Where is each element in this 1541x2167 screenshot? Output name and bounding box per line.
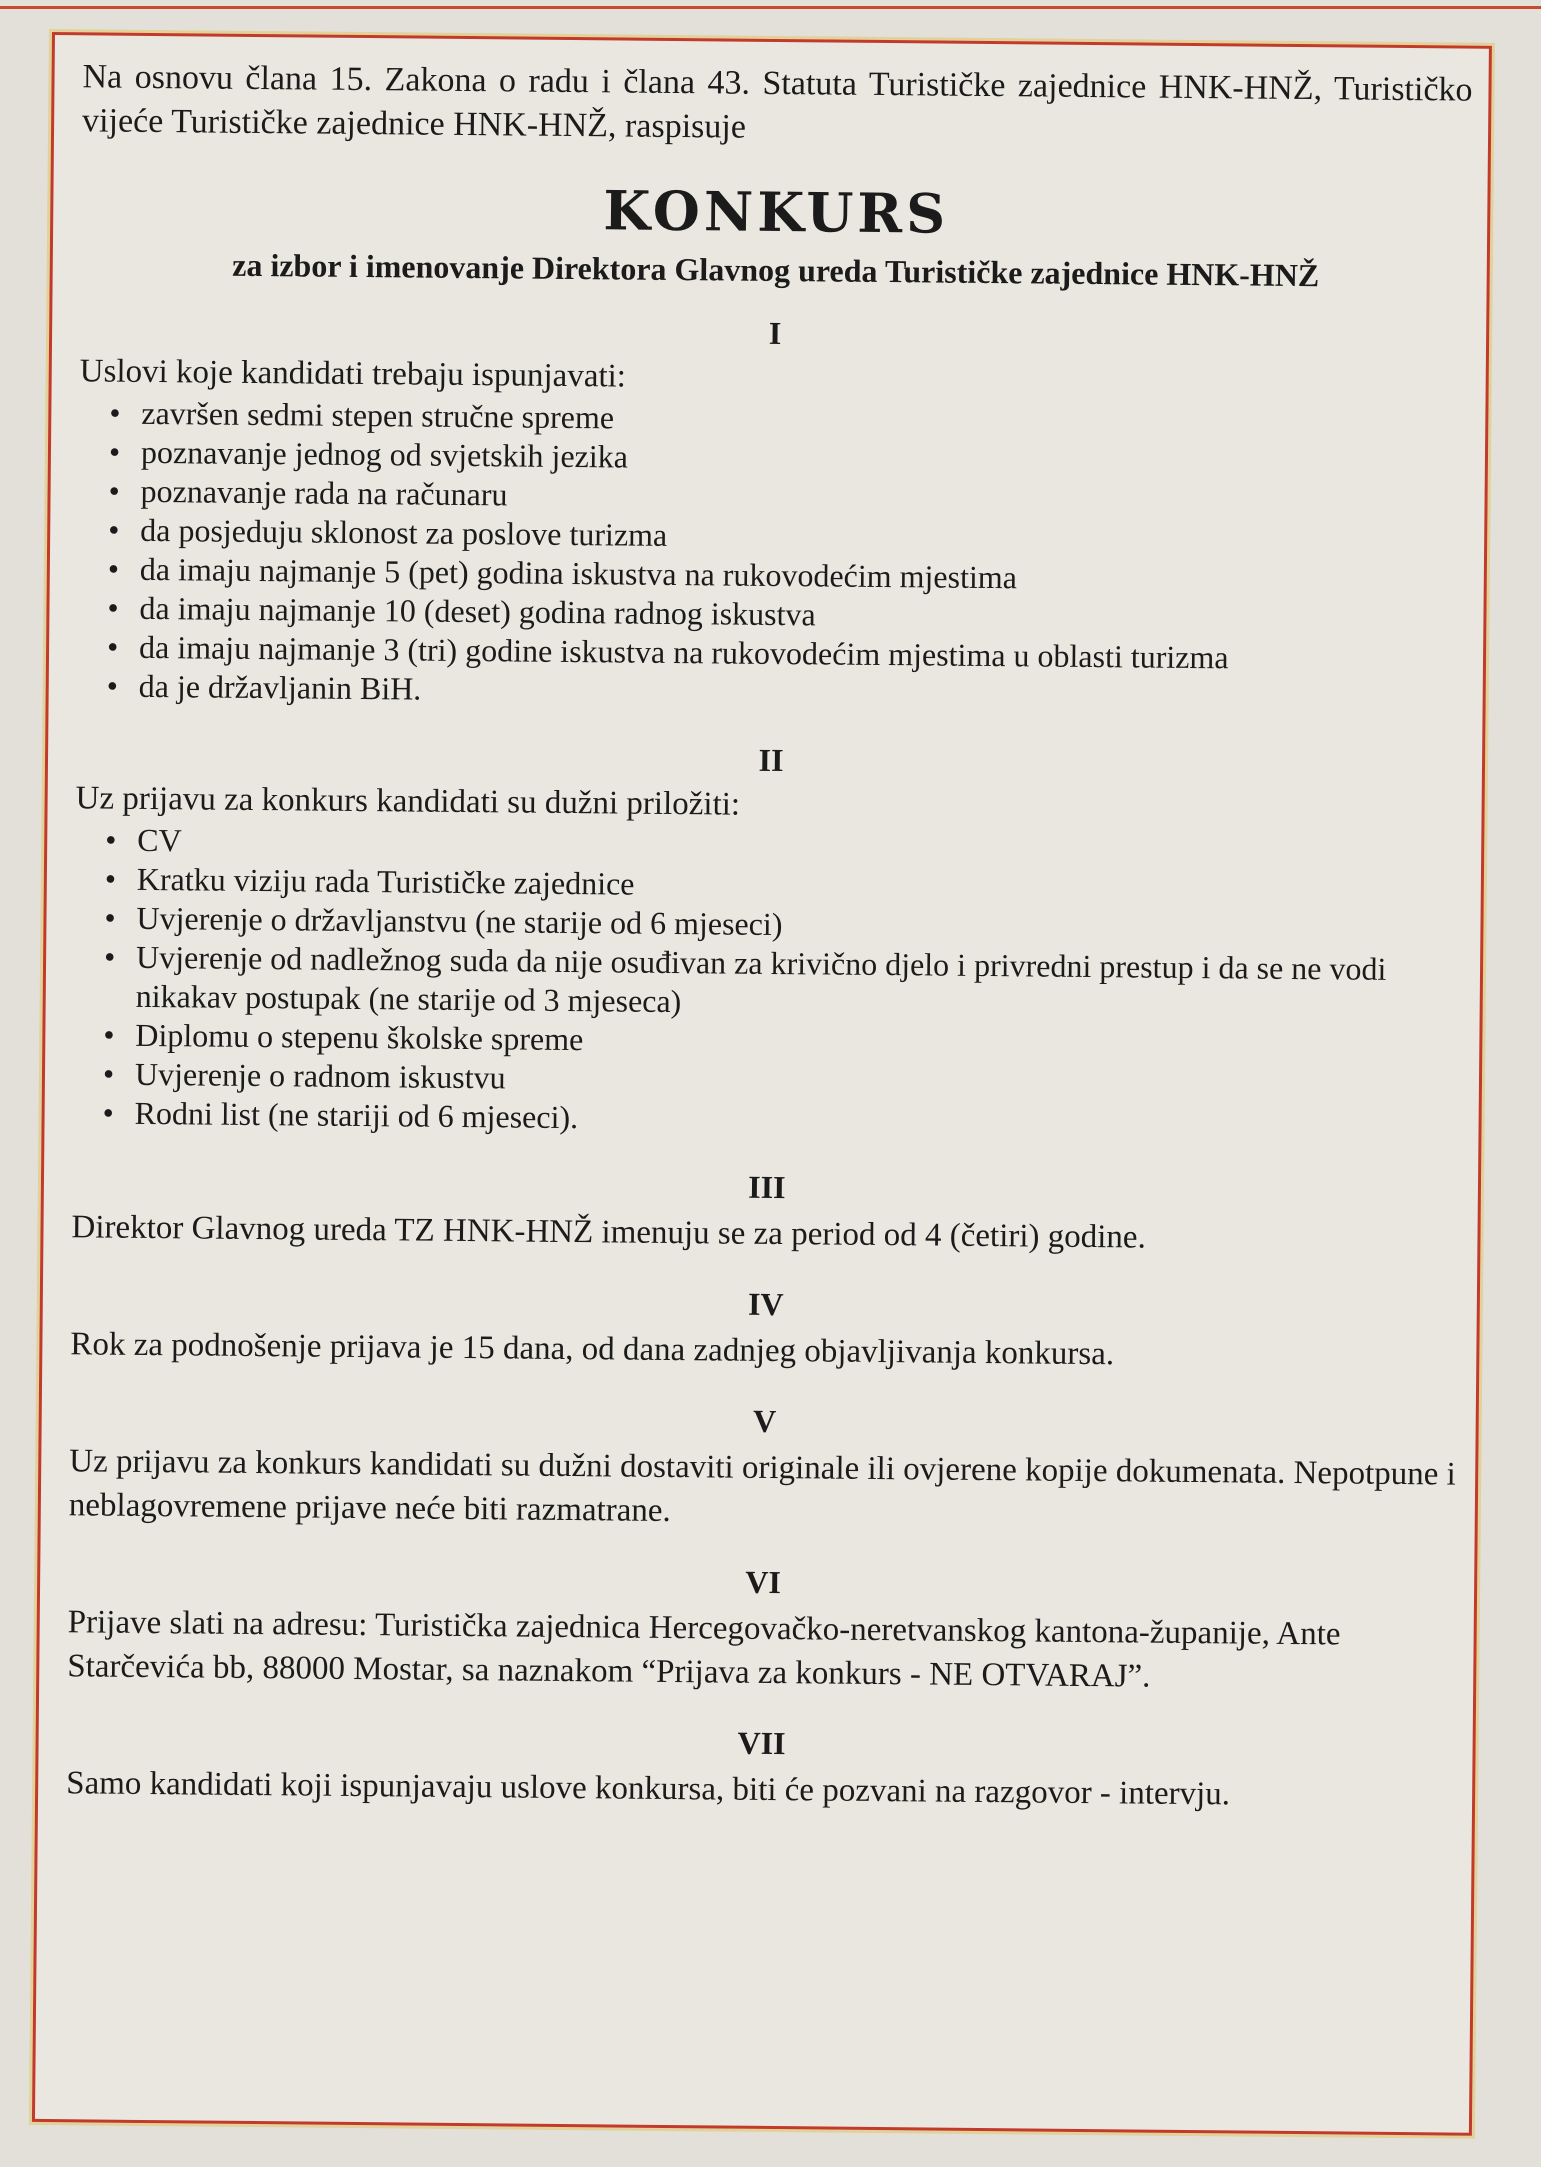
list-item: • CV [105, 821, 1465, 873]
notice-content [66, 55, 1473, 1818]
intro-paragraph: Na osnovu člana 15. Zakona o radu i člana 43. Statuta Turističke zajednice HNK-HNŽ, Turističko vijeće Turističke zajednice HNK-HNŽ, raspisuje [81, 58, 1473, 146]
section-number: IV [747, 1285, 784, 1323]
section-paragraph: Direktor Glavnog ureda TZ HNK-HNŽ imenuju se za period od 4 (četiri) godine. [71, 1209, 1146, 1256]
section-paragraph: Samo kandidati koji ispunjavaju uslove konkursa, biti će pozvani na razgovor - intervju. [66, 1765, 1231, 1813]
list-item: • Uvjerenje o radnom iskustvu [103, 1055, 1463, 1107]
list-item: • Uvjerenje o državljanstvu (ne starije od 6 mjeseci) [104, 899, 1464, 951]
list-item: • da imaju najmanje 10 (deset) godina radnog iskustva [107, 589, 1467, 641]
list-item: • poznavanje rada na računaru [108, 472, 1468, 524]
paper-top-rule [0, 6, 1541, 9]
section-lead: Uz prijavu za konkurs kandidati su dužni priložiti: [75, 780, 741, 823]
section-number: II [758, 741, 784, 779]
section-lead: Uslovi koje kandidati trebaju ispunjavati: [79, 353, 627, 395]
section-paragraph: Prijave slati na adresu: Turistička zajednica Hercegovačko-neretvanskog kantona-županije, Ante Starčevića bb, 88000 Mostar, sa naznakom “Prijava za konkurs - NE OTVARAJ”. [67, 1604, 1341, 1695]
list-item: • završen sedmi stepen stručne spreme [109, 394, 1469, 446]
list-item: • da posjeduju sklonost za poslove turizma [108, 511, 1468, 563]
list-item: • Diplomu o stepenu školske spreme [103, 1016, 1463, 1068]
list-item: • Rodni list (ne stariji od 6 mjeseci). [102, 1094, 1462, 1146]
notice-title: KONKURS [603, 178, 950, 246]
section-number: III [748, 1168, 786, 1206]
section-number: VI [745, 1563, 782, 1601]
section-paragraph: Rok za podnošenje prijava je 15 dana, od dana zadnjeg objavljivanja konkursa. [70, 1326, 1115, 1373]
notice-subtitle: za izbor i imenovanje Direktora Glavnog ureda Turističke zajednice HNK-HNŽ [232, 246, 1320, 294]
list-item: • Kratku viziju rada Turističke zajednice [105, 860, 1465, 912]
section-number: I [768, 314, 782, 352]
documents-list [72, 820, 1465, 1145]
list-item: • poznavanje jednog od svjetskih jezika [109, 433, 1469, 485]
list-item: • Uvjerenje od nadležnog suda da nije osuđivan za krivično djelo i privredni prestup i da se ne vodi nikakav postupak (ne starije od 3 mjeseca) [104, 938, 1465, 1029]
requirements-list [77, 393, 1470, 718]
list-item: • da je državljanin BiH. [107, 667, 1467, 719]
notice-frame [32, 32, 1492, 2136]
list-item: • da imaju najmanje 3 (tri) godine iskustva na rukovodećim mjestima u oblasti turizma [107, 628, 1467, 680]
list-item: • da imaju najmanje 5 (pet) godina iskustva na rukovodećim mjestima [108, 550, 1468, 602]
section-paragraph: Uz prijavu za konkurs kandidati su dužni dostaviti originale ili ovjerene kopije dokumenata. Nepotpune i neblagovremene prijave neće biti razmatrane. [68, 1443, 1456, 1530]
section-number: VII [737, 1724, 786, 1762]
section-number: V [752, 1402, 777, 1440]
